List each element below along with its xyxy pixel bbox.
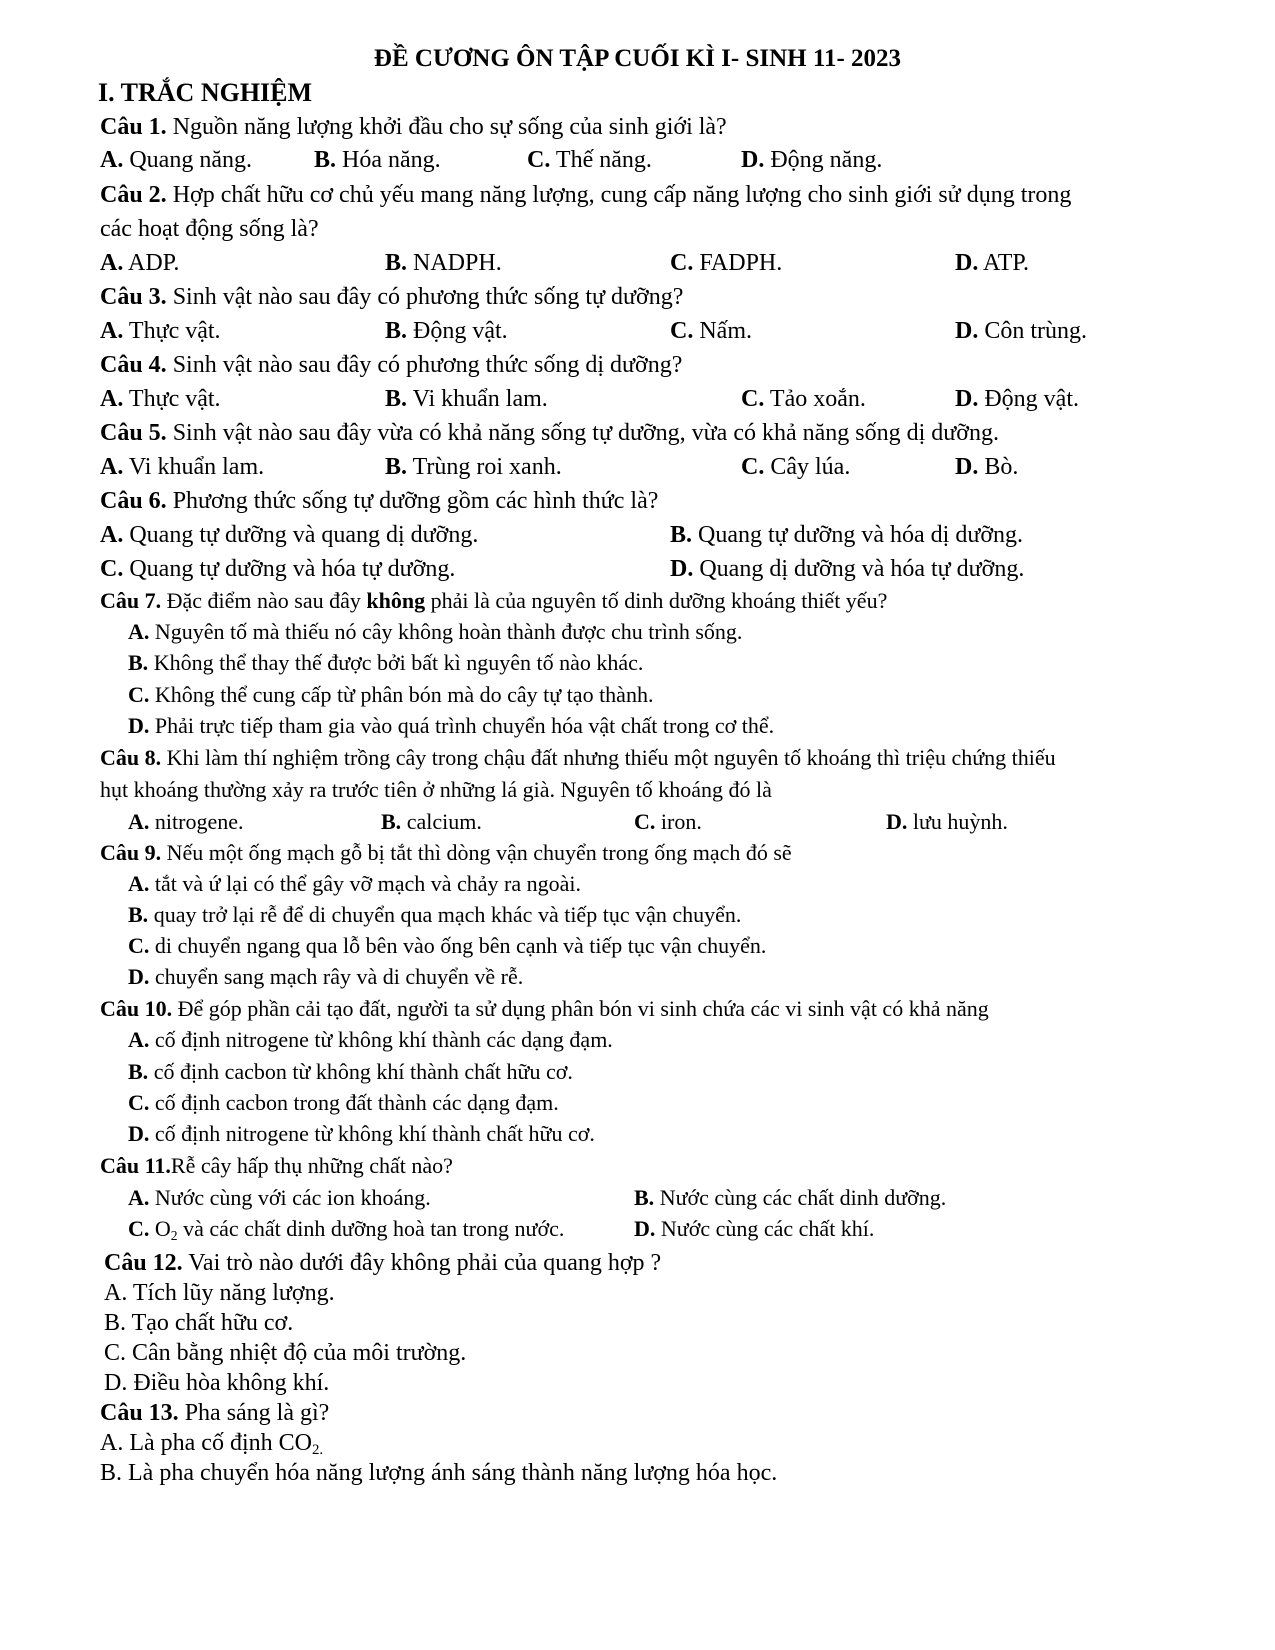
question-label: Câu 1. <box>100 114 167 140</box>
q12-option-b: B. Tạo chất hữu cơ. <box>104 1310 294 1336</box>
q6-option-c: C. Quang tự dưỡng và hóa tự dưỡng. <box>100 556 456 582</box>
question-text: Pha sáng là gì? <box>178 1400 330 1426</box>
q3-option-c: C. Nấm. <box>670 318 752 344</box>
q7-option-a: A. Nguyên tố mà thiếu nó cây không hoàn thành được chu trình sống. <box>128 619 743 644</box>
q9-option-d: D. chuyển sang mạch rây và di chuyển về rễ. <box>128 964 524 989</box>
q2-option-c: C. FADPH. <box>670 250 783 276</box>
question-8-continued: hụt khoáng thường xảy ra trước tiên ở những lá già. Nguyên tố khoáng đó là <box>100 777 772 802</box>
question-2-continued: các hoạt động sống là? <box>100 216 319 242</box>
q4-option-a: A. Thực vật. <box>100 386 221 412</box>
question-text: Vai trò nào dưới đây không phải của quang hợp ? <box>182 1250 662 1276</box>
q1-option-d: D. Động năng. <box>741 147 883 173</box>
question-label: Câu 4. <box>100 352 167 378</box>
question-label: Câu 13. <box>100 1400 179 1426</box>
q7-option-b: B. Không thể thay thế được bởi bất kì nguyên tố nào khác. <box>128 650 644 675</box>
q12-option-a: A. Tích lũy năng lượng. <box>104 1280 335 1306</box>
q4-option-c: C. Tảo xoắn. <box>741 386 866 412</box>
q13-option-b: B. Là pha chuyển hóa năng lượng ánh sáng thành năng lượng hóa học. <box>100 1460 778 1486</box>
q4-option-b: B. Vi khuẩn lam. <box>385 386 548 412</box>
q3-option-a: A. Thực vật. <box>100 318 221 344</box>
q6-option-d: D. Quang dị dưỡng và hóa tự dưỡng. <box>670 556 1025 582</box>
question-label: Câu 7. <box>100 588 162 613</box>
question-10 <box>100 998 989 1020</box>
question-3 <box>100 285 683 309</box>
document-title: ĐỀ CƯƠNG ÔN TẬP CUỐI KÌ I- SINH 11- 2023 <box>373 45 902 72</box>
q12-option-c: C. Cân bằng nhiệt độ của môi trường. <box>104 1340 467 1366</box>
q8-option-c: C. iron. <box>634 809 702 834</box>
question-label: Câu 10. <box>100 996 173 1021</box>
question-12 <box>104 1251 661 1275</box>
q11-option-d: D. Nước cùng các chất khí. <box>634 1216 875 1241</box>
q1-option-b: B. Hóa năng. <box>314 147 441 173</box>
q10-option-c: C. cố định cacbon trong đất thành các dạng đạm. <box>128 1090 559 1115</box>
q9-option-c: C. di chuyển ngang qua lỗ bên vào ống bên cạnh và tiếp tục vận chuyển. <box>128 933 767 958</box>
question-label: Câu 3. <box>100 284 167 310</box>
q8-option-a: A. nitrogene. <box>128 809 244 834</box>
q7-option-c: C. Không thể cung cấp từ phân bón mà do cây tự tạo thành. <box>128 682 654 707</box>
question-1 <box>100 115 727 139</box>
question-text: Nếu một ống mạch gỗ bị tắt thì dòng vận chuyển trong ống mạch đó sẽ <box>161 840 792 865</box>
q5-option-b: B. Trùng roi xanh. <box>385 454 562 480</box>
q1-option-a: A. Quang năng. <box>100 147 252 173</box>
emphasis-text: không <box>366 588 426 613</box>
q11-option-c: C. $O_2$ và các chất dinh dưỡng hoà tan trong nước. <box>128 1216 565 1244</box>
q5-option-d: D. Bò. <box>955 454 1019 480</box>
q9-option-b: B. quay trở lại rễ để di chuyển qua mạch khác và tiếp tục vận chuyển. <box>128 902 742 927</box>
q4-option-d: D. Động vật. <box>955 386 1079 412</box>
question-text: Hợp chất hữu cơ chủ yếu mang năng lượng, cung cấp năng lượng cho sinh giới sử dụng trong <box>166 182 1072 208</box>
question-label: Câu 11. <box>100 1153 171 1178</box>
question-text: Sinh vật nào sau đây có phương thức sống dị dưỡng? <box>166 352 683 378</box>
question-6 <box>100 489 658 513</box>
q6-option-a: A. Quang tự dưỡng và quang dị dưỡng. <box>100 522 479 548</box>
question-7: Câu 7. Đặc điểm nào sau đây không phải là của nguyên tố dinh dưỡng khoáng thiết yếu? <box>100 588 888 613</box>
q6-option-b: B. Quang tự dưỡng và hóa dị dưỡng. <box>670 522 1024 548</box>
question-text: Khi làm thí nghiệm trồng cây trong chậu đất nhưng thiếu một nguyên tố khoáng thì triệu chứng thiếu <box>161 745 1056 770</box>
q3-option-b: B. Động vật. <box>385 318 508 344</box>
section-heading: I. TRẮC NGHIỆM <box>98 78 313 107</box>
question-label: Câu 12. <box>104 1250 183 1276</box>
question-11 <box>100 1155 453 1177</box>
q5-option-c: C. Cây lúa. <box>741 454 851 480</box>
q7-option-d: D. Phải trực tiếp tham gia vào quá trình chuyển hóa vật chất trong cơ thể. <box>128 713 775 738</box>
q12-option-d: D. Điều hòa không khí. <box>104 1370 330 1396</box>
q8-option-b: B. calcium. <box>381 809 482 834</box>
question-label: Câu 8. <box>100 745 162 770</box>
question-text: Phương thức sống tự dưỡng gồm các hình thức là? <box>166 488 659 514</box>
q2-option-b: B. NADPH. <box>385 250 502 276</box>
q11-option-a: A. Nước cùng với các ion khoáng. <box>128 1185 431 1210</box>
question-label: Câu 9. <box>100 840 162 865</box>
question-5 <box>100 421 999 445</box>
q3-option-d: D. Côn trùng. <box>955 318 1088 344</box>
q2-option-a: A. ADP. <box>100 250 180 276</box>
question-label: Câu 2. <box>100 182 167 208</box>
q1-option-c: C. Thế năng. <box>527 147 652 173</box>
q10-option-b: B. cố định cacbon từ không khí thành chất hữu cơ. <box>128 1059 573 1084</box>
question-label: Câu 5. <box>100 420 167 446</box>
question-text: Rễ cây hấp thụ những chất nào? <box>170 1153 453 1178</box>
q5-option-a: A. Vi khuẩn lam. <box>100 454 265 480</box>
question-text: Nguồn năng lượng khởi đầu cho sự sống của sinh giới là? <box>166 114 727 140</box>
question-9 <box>100 842 792 864</box>
question-2 <box>100 183 1071 207</box>
question-13 <box>100 1401 329 1425</box>
q9-option-a: A. tắt và ứ lại có thể gây vỡ mạch và chảy ra ngoài. <box>128 871 582 896</box>
q10-option-a: A. cố định nitrogene từ không khí thành các dạng đạm. <box>128 1027 613 1052</box>
question-text: Sinh vật nào sau đây vừa có khả năng sống tự dưỡng, vừa có khả năng sống dị dưỡng. <box>166 420 999 446</box>
q13-option-a: A. Là pha cố định $CO_{2.}$ <box>100 1430 324 1459</box>
question-label: Câu 6. <box>100 488 167 514</box>
q2-option-d: D. ATP. <box>955 250 1030 276</box>
question-text: Sinh vật nào sau đây có phương thức sống tự dưỡng? <box>166 284 684 310</box>
question-4 <box>100 353 682 377</box>
question-text: Để góp phần cải tạo đất, người ta sử dụng phân bón vi sinh chứa các vi sinh vật có khả năng <box>172 996 989 1021</box>
question-8 <box>100 747 1056 769</box>
q11-option-b: B. Nước cùng các chất dinh dưỡng. <box>634 1185 947 1210</box>
q10-option-d: D. cố định nitrogene từ không khí thành chất hữu cơ. <box>128 1121 595 1146</box>
q8-option-d: D. lưu huỳnh. <box>886 809 1008 834</box>
